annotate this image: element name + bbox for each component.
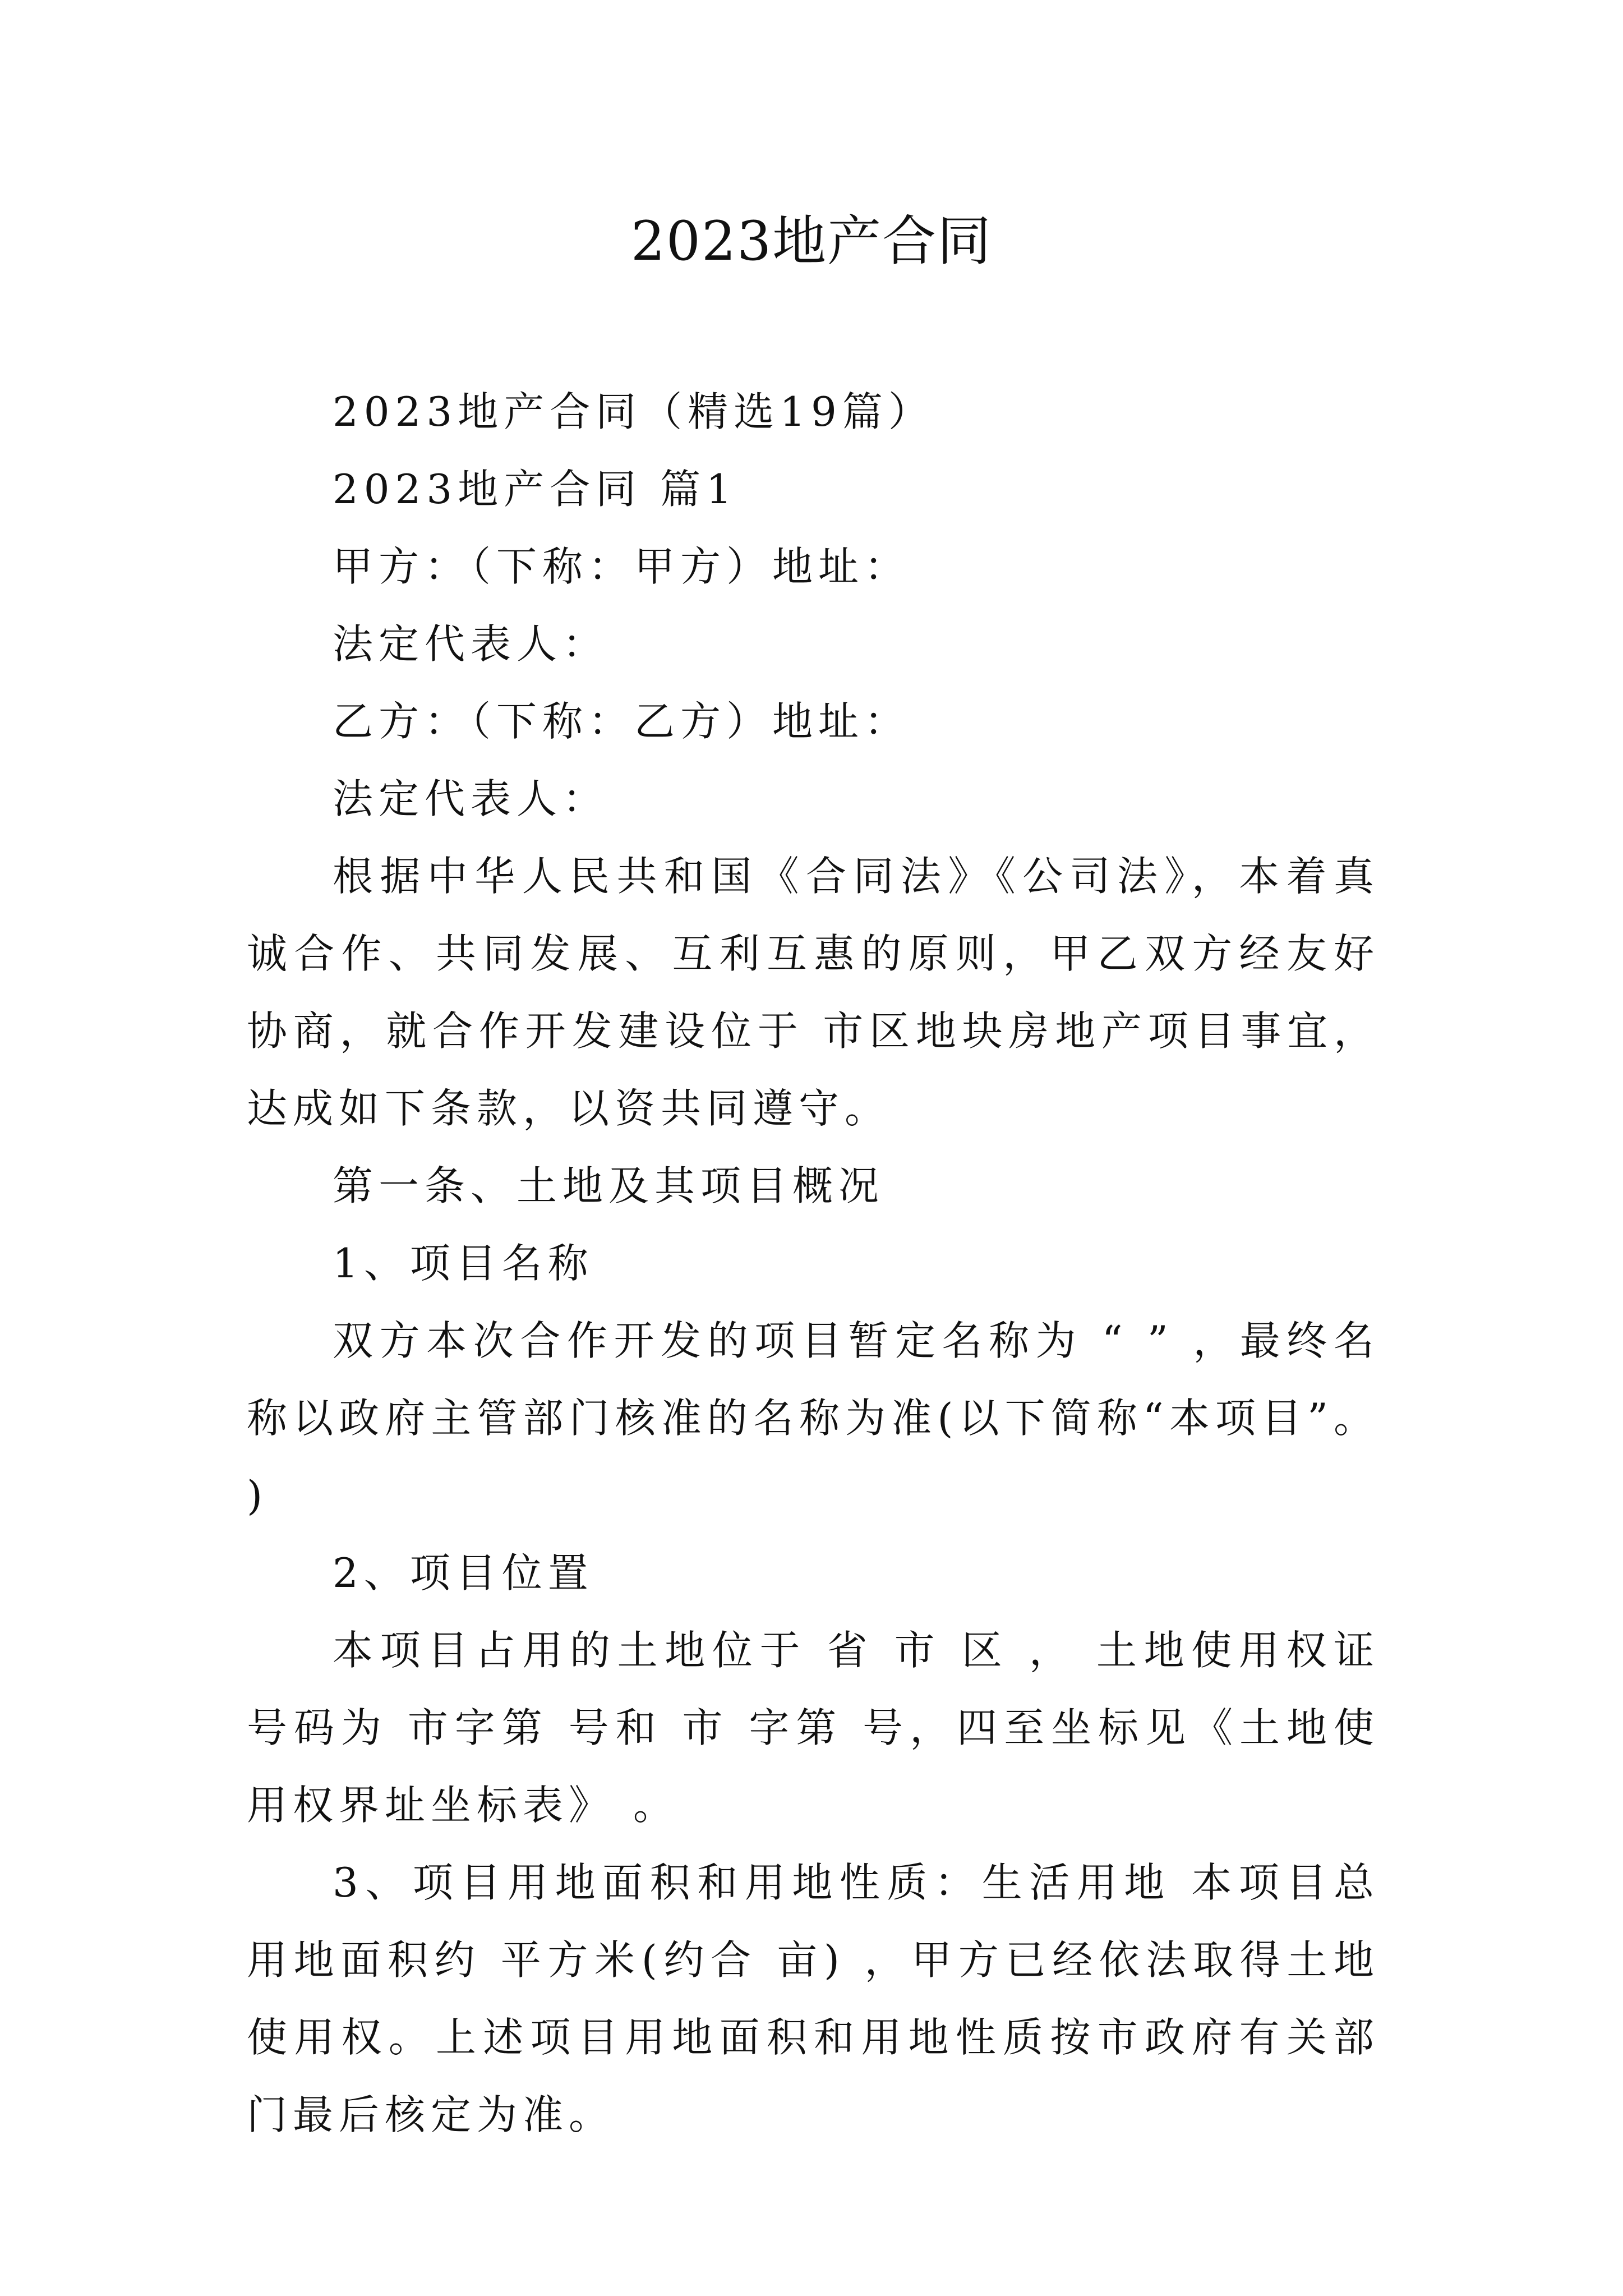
document-title: 2023地产合同 [630, 210, 993, 273]
paragraph-party-b: 乙方：（下称：乙方）地址： [333, 698, 911, 745]
paragraph-project-land-area: 3、项目用地面积和用地性质：生活用地 本项目总用地面积约 平方米(约合 亩) ，甲方已经依法取得土地使用权。上述项目用地面积和用地性质按市政府有关部门最后核定为准。 [247, 1859, 1380, 2138]
paragraph-item-2-heading: 2、项目位置 [333, 1549, 594, 1596]
paragraph-party-b-representative: 法定代表人： [333, 775, 609, 822]
paragraph-item-1-heading: 1、项目名称 [333, 1240, 594, 1287]
paragraph-collection-title: 2023地产合同（精选19篇） [333, 388, 934, 435]
paragraph-project-location: 本项目占用的土地位于 省 市 区 ， 土地使用权证号码为 市字第 号和 市 字第 号，四至坐标见《土地使用权界址坐标表》 。 [247, 1627, 1380, 1829]
paragraph-party-a-representative: 法定代表人： [333, 620, 609, 668]
paragraph-preamble: 根据中华人民共和国《合同法》《公司法》，本着真诚合作、共同发展、互利互惠的原则，甲乙双方经友好协商，就合作开发建设位于 市区地块房地产项目事宜，达成如下条款，以资共同遵守。 [247, 853, 1380, 1132]
paragraph-section-heading: 2023地产合同 篇1 [333, 466, 737, 513]
paragraph-party-a: 甲方：（下称：甲方）地址： [333, 543, 911, 590]
document-body [247, 373, 1380, 2154]
paragraph-article-1-heading: 第一条、土地及其项目概况 [333, 1162, 885, 1209]
paragraph-project-name: 双方本次合作开发的项目暂定名称为 “ ” ，最终名称以政府主管部门核准的名称为准(以下简称“本项目”。 ) [247, 1317, 1380, 1519]
